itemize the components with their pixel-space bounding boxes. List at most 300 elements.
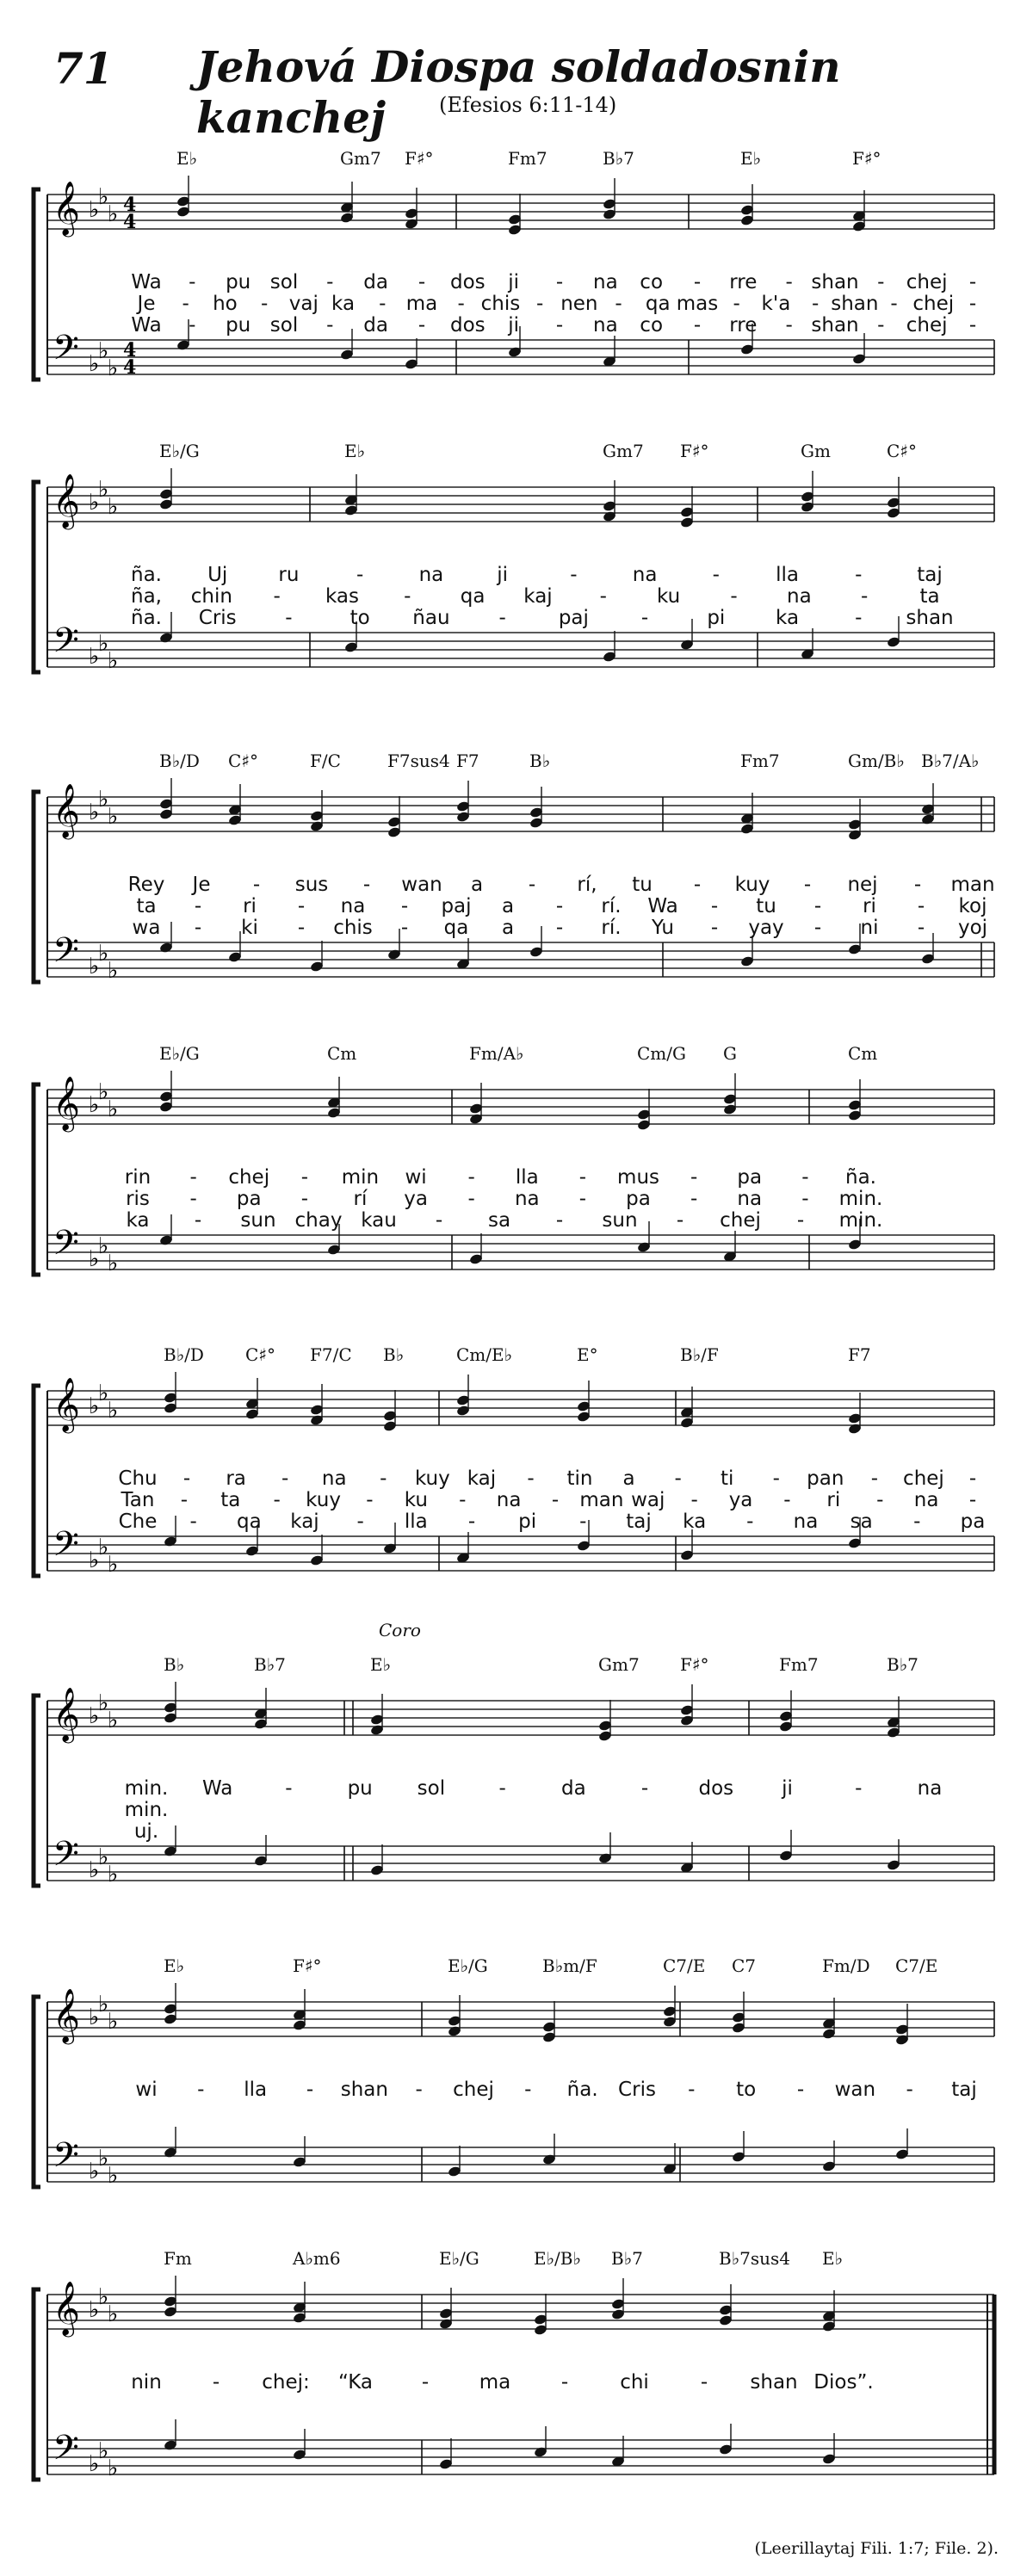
hyphen: - xyxy=(356,1510,364,1533)
lyric-syllable: nen xyxy=(560,293,598,315)
treble-clef: 𝄞 xyxy=(53,473,80,528)
lyric-syllable: ñau xyxy=(412,607,450,629)
chord-symbol: Gm7 xyxy=(603,441,644,461)
key-flat: ♭ xyxy=(108,355,119,381)
lyric-syllable: dos xyxy=(450,314,486,337)
lyric-syllable: wan xyxy=(401,874,442,896)
hyphen: - xyxy=(189,314,196,337)
key-flat: ♭ xyxy=(89,197,100,223)
hyphen: - xyxy=(326,314,334,337)
key-flat: ♭ xyxy=(89,644,100,670)
chord-symbol: Cm/E♭ xyxy=(456,1344,513,1365)
hyphen: - xyxy=(418,314,426,337)
treble-clef: 𝄞 xyxy=(53,783,80,837)
chord-symbol: Cm xyxy=(327,1043,357,1064)
lyric-syllable: rí xyxy=(353,1188,368,1210)
hyphen: - xyxy=(555,271,564,293)
system-7 xyxy=(0,1928,1033,2246)
hyphen: - xyxy=(551,1489,560,1511)
lyric-syllable: Je xyxy=(137,293,156,315)
hyphen: - xyxy=(640,1777,649,1800)
lyric-syllable: ji xyxy=(782,1777,793,1800)
lyric-syllable: rre xyxy=(729,271,758,293)
lyric-syllable: na xyxy=(737,1188,763,1210)
hyphen: - xyxy=(693,874,702,896)
hyphen: - xyxy=(182,293,189,315)
key-flat: ♭ xyxy=(89,2297,100,2323)
lyric-syllable: ma xyxy=(405,293,438,315)
hyphen: - xyxy=(435,1209,443,1232)
lyric-syllable: sus xyxy=(294,874,329,896)
lyric-syllable: shan xyxy=(906,607,954,629)
key-flat: ♭ xyxy=(98,2146,109,2171)
chord-symbol: E♭ xyxy=(176,148,198,169)
chord-symbol: E♭/G xyxy=(159,441,200,461)
chord-symbol: F♯° xyxy=(852,148,881,169)
lyric-syllable: Dios”. xyxy=(813,2371,874,2394)
chord-symbol: E♭/G xyxy=(448,1955,488,1976)
lyric-syllable: paj xyxy=(558,607,589,629)
system-8 xyxy=(0,2221,1033,2539)
lyric-syllable: chin xyxy=(190,585,232,608)
lyric-syllable: yoj xyxy=(957,917,988,939)
lyric-syllable: kaj xyxy=(290,1510,319,1533)
hyphen: - xyxy=(690,1188,698,1210)
bass-clef: 𝄢 xyxy=(53,1524,79,1572)
bracket xyxy=(34,792,40,982)
chord-symbol: Gm7 xyxy=(598,1654,640,1675)
lyric-syllable: wa xyxy=(132,917,161,939)
hyphen: - xyxy=(813,917,822,939)
lyric-syllable: na xyxy=(913,1489,939,1511)
hyphen: - xyxy=(772,1467,780,1490)
lyric-syllable: Wa xyxy=(131,314,162,337)
lyric-syllable: ti xyxy=(720,1467,734,1490)
chord-symbol: Fm/A♭ xyxy=(469,1043,524,1064)
hyphen: - xyxy=(194,1209,202,1232)
lyric-syllable: uj. xyxy=(133,1820,159,1843)
hyphen: - xyxy=(796,2079,805,2101)
hyphen: - xyxy=(379,293,387,315)
chord-symbol: B♭7sus4 xyxy=(719,2248,790,2269)
hyphen: - xyxy=(801,1188,809,1210)
lyric-syllable: man xyxy=(579,1489,624,1511)
hyphen: - xyxy=(876,1489,884,1511)
system-3 xyxy=(0,723,1033,1041)
staff-system xyxy=(0,1928,1033,2212)
chord-symbol: C♯° xyxy=(245,1344,275,1365)
hyphen: - xyxy=(578,1188,587,1210)
hyphen: - xyxy=(693,271,702,293)
time-sig: 4 xyxy=(123,211,137,233)
lyric-syllable: pa xyxy=(236,1188,262,1210)
lyric-syllable: chej xyxy=(906,314,948,337)
staff-system xyxy=(0,1627,1033,1911)
chord-symbol: B♭7 xyxy=(603,148,634,169)
hyphen: - xyxy=(404,585,411,608)
hyphen: - xyxy=(297,917,306,939)
lyric-syllable: rí. xyxy=(601,917,622,939)
hyphen: - xyxy=(733,293,740,315)
chord-symbol: F/C xyxy=(310,751,341,771)
chord-symbol: B♭7 xyxy=(254,1654,286,1675)
hyphen: - xyxy=(968,314,977,337)
hyphen: - xyxy=(674,1467,682,1490)
hyphen: - xyxy=(917,917,925,939)
chord-symbol: C7/E xyxy=(895,1955,938,1976)
hyphen: - xyxy=(212,2371,220,2394)
time-sig: 4 xyxy=(123,356,137,379)
hyphen: - xyxy=(555,1209,564,1232)
hyphen: - xyxy=(690,1489,698,1511)
lyric-syllable: kau xyxy=(361,1209,397,1232)
lyric-syllable: qa xyxy=(460,585,486,608)
lyric-syllable: shan xyxy=(340,2079,388,2101)
hyphen: - xyxy=(555,314,564,337)
lyric-syllable: vaj xyxy=(288,293,319,315)
key-flat: ♭ xyxy=(108,1862,119,1887)
lyric-syllable: ru xyxy=(278,564,300,586)
staff-system xyxy=(0,2221,1033,2505)
system-2 xyxy=(0,413,1033,732)
lyric-syllable: Je xyxy=(192,874,211,896)
chord-symbol: E♭ xyxy=(740,148,762,169)
chord-symbol: F7/C xyxy=(310,1344,352,1365)
hyphen: - xyxy=(356,564,364,586)
hyphen: - xyxy=(906,2079,913,2101)
hyphen: - xyxy=(968,271,977,293)
bass-clef: 𝄢 xyxy=(53,930,79,979)
hyphen: - xyxy=(527,1467,535,1490)
hyphen: - xyxy=(560,2371,569,2394)
chord-symbol: Fm7 xyxy=(779,1654,819,1675)
coro-label: Coro xyxy=(379,1620,421,1640)
lyric-syllable: lla xyxy=(515,1166,539,1189)
lyric-syllable: sol xyxy=(269,271,299,293)
chord-symbol: F7sus4 xyxy=(387,751,450,771)
chord-symbol: Fm7 xyxy=(508,148,547,169)
hyphen: - xyxy=(861,585,869,608)
hyphen: - xyxy=(968,1467,977,1490)
hyphen: - xyxy=(189,271,196,293)
lyric-syllable: sun xyxy=(602,1209,638,1232)
hyphen: - xyxy=(913,874,922,896)
hyphen: - xyxy=(870,1467,879,1490)
treble-clef: 𝄞 xyxy=(53,1377,80,1431)
lyric-syllable: Che xyxy=(118,1510,158,1533)
chord-symbol: C7/E xyxy=(663,1955,706,1976)
lyric-syllable: pa xyxy=(737,1166,763,1189)
hymn-header xyxy=(0,0,1033,143)
key-flat: ♭ xyxy=(108,1552,119,1578)
hyphen: - xyxy=(300,1166,308,1189)
chord-symbol: E♭/G xyxy=(159,1043,200,1064)
hyphen: - xyxy=(467,1510,476,1533)
chord-symbol: E♭/G xyxy=(439,2248,479,2269)
lyric-syllable: chej xyxy=(228,1166,270,1189)
lyric-syllable: co xyxy=(640,271,664,293)
staff-system xyxy=(0,1317,1033,1601)
hyphen: - xyxy=(273,585,281,608)
lyric-syllable: sol xyxy=(417,1777,446,1800)
staff-system xyxy=(0,413,1033,697)
key-flat: ♭ xyxy=(98,787,109,812)
hyphen: - xyxy=(189,1510,197,1533)
lyric-syllable: lla xyxy=(244,2079,268,2101)
lyric-syllable: chi xyxy=(620,2371,649,2394)
lyric-syllable: to xyxy=(349,607,370,629)
lyric-syllable: kuy xyxy=(734,874,770,896)
key-flat: ♭ xyxy=(89,2451,100,2477)
chord-symbol: F♯° xyxy=(680,441,709,461)
hyphen: - xyxy=(968,1489,977,1511)
chord-symbol: B♭7 xyxy=(887,1654,919,1675)
lyric-syllable: rre xyxy=(729,314,758,337)
key-flat: ♭ xyxy=(108,2456,119,2481)
hyphen: - xyxy=(498,1777,506,1800)
hyphen: - xyxy=(421,2371,430,2394)
bass-clef: 𝄢 xyxy=(53,1223,79,1271)
lyric-syllable: ni xyxy=(860,917,879,939)
key-flat: ♭ xyxy=(89,351,100,377)
hyphen: - xyxy=(712,564,720,586)
chord-symbol: B♭7/A♭ xyxy=(921,751,980,771)
chord-symbol: B♭7 xyxy=(611,2248,643,2269)
lyric-syllable: rí, xyxy=(577,874,597,896)
bass-clef: 𝄢 xyxy=(53,328,79,376)
key-flat: ♭ xyxy=(98,1079,109,1105)
lyric-syllable: na xyxy=(592,271,618,293)
lyric-syllable: ku xyxy=(657,585,681,608)
lyric-syllable: na xyxy=(496,1489,522,1511)
lyric-syllable: waj xyxy=(631,1489,665,1511)
lyric-syllable: kaj xyxy=(523,585,553,608)
hyphen: - xyxy=(855,564,863,586)
hyphen: - xyxy=(415,2079,423,2101)
key-flat: ♭ xyxy=(98,477,109,503)
scripture-reference: (Efesios 6:11-14) xyxy=(439,93,617,117)
system-6 xyxy=(0,1620,1033,1945)
hyphen: - xyxy=(877,271,885,293)
lyric-syllable: chej xyxy=(903,1467,944,1490)
lyric-syllable: taj xyxy=(951,2079,977,2101)
system-1 xyxy=(0,120,1033,439)
hyphen: - xyxy=(252,874,261,896)
bracket xyxy=(34,189,40,380)
key-flat: ♭ xyxy=(98,2438,109,2464)
lyric-syllable: ka xyxy=(776,607,800,629)
chord-symbol: B♭/D xyxy=(164,1344,204,1365)
lyric-syllable: wan xyxy=(834,2079,876,2101)
chord-symbol: Gm/B♭ xyxy=(848,751,905,771)
lyric-syllable: nej xyxy=(847,874,878,896)
bracket xyxy=(34,2289,40,2480)
chord-symbol: F♯° xyxy=(405,148,434,169)
hyphen: - xyxy=(197,2079,205,2101)
lyric-syllable: min. xyxy=(124,1799,169,1821)
key-flat: ♭ xyxy=(108,201,119,227)
chord-symbol: E♭ xyxy=(370,1654,392,1675)
hyphen: - xyxy=(579,1510,587,1533)
lyric-syllable: pi xyxy=(518,1510,537,1533)
lyric-syllable: ku xyxy=(404,1489,428,1511)
lyric-syllable: shan xyxy=(831,293,879,315)
key-flat: ♭ xyxy=(108,2301,119,2327)
lyric-syllable: qa xyxy=(236,1510,262,1533)
hyphen: - xyxy=(297,895,306,917)
chord-symbol: F♯° xyxy=(680,1654,709,1675)
lyric-syllable: na xyxy=(917,1777,943,1800)
key-flat: ♭ xyxy=(98,1535,109,1560)
key-flat: ♭ xyxy=(108,648,119,674)
lyric-syllable: shan xyxy=(811,271,859,293)
hyphen: - xyxy=(273,1489,281,1511)
lyric-syllable: “Ka xyxy=(338,2371,373,2394)
hyphen: - xyxy=(189,1188,197,1210)
lyric-syllable: to xyxy=(736,2079,757,2101)
lyric-syllable: da xyxy=(561,1777,586,1800)
key-flat: ♭ xyxy=(98,1381,109,1406)
hyphen: - xyxy=(615,293,622,315)
key-flat: ♭ xyxy=(89,1092,100,1118)
lyric-syllable: ji xyxy=(497,564,509,586)
lyric-syllable: na xyxy=(786,585,812,608)
bass-clef: 𝄢 xyxy=(53,621,79,669)
lyric-syllable: Wa xyxy=(202,1777,233,1800)
key-flat: ♭ xyxy=(108,1398,119,1424)
chord-symbol: B♭ xyxy=(383,1344,405,1365)
lyric-syllable: chej: xyxy=(262,2371,310,2394)
key-flat: ♭ xyxy=(98,631,109,657)
lyric-syllable: a xyxy=(501,895,515,917)
lyric-syllable: chay xyxy=(294,1209,343,1232)
lyric-syllable: dos xyxy=(698,1777,734,1800)
lyric-syllable: chej xyxy=(912,293,955,315)
chord-symbol: C♯° xyxy=(228,751,258,771)
lyric-syllable: ka xyxy=(126,1209,150,1232)
lyric-syllable: lla xyxy=(776,564,799,586)
chord-symbol: F7 xyxy=(848,1344,871,1365)
lyric-syllable: pu xyxy=(226,271,251,293)
hyphen: - xyxy=(285,607,293,629)
lyric-syllable: ta xyxy=(136,895,157,917)
hyphen: - xyxy=(803,874,812,896)
hyphen: - xyxy=(813,895,822,917)
lyric-syllable: wi xyxy=(135,2079,158,2101)
chord-symbol: B♭/D xyxy=(159,751,200,771)
lyric-syllable: ya xyxy=(404,1188,428,1210)
key-flat: ♭ xyxy=(98,1992,109,2017)
lyric-syllable: Wa xyxy=(131,271,162,293)
chord-symbol: B♭/F xyxy=(680,1344,719,1365)
key-flat: ♭ xyxy=(98,1690,109,1716)
lyric-syllable: shan xyxy=(811,314,859,337)
hyphen: - xyxy=(913,1510,921,1533)
lyric-syllable: ho xyxy=(213,293,238,315)
hyphen: - xyxy=(700,2371,708,2394)
lyric-syllable: min. xyxy=(838,1209,883,1232)
bracket xyxy=(34,1696,40,1886)
hyphen: - xyxy=(400,895,409,917)
hyphen: - xyxy=(300,1188,308,1210)
bass-clef: 𝄢 xyxy=(53,2135,79,2184)
lyric-syllable: Wa xyxy=(647,895,678,917)
hyphen: - xyxy=(400,917,409,939)
hyphen: - xyxy=(418,271,426,293)
chord-symbol: F♯° xyxy=(293,1955,322,1976)
lyric-syllable: chis xyxy=(333,917,373,939)
chord-symbol: Fm/D xyxy=(822,1955,870,1976)
lyric-syllable: na xyxy=(340,895,366,917)
hyphen: - xyxy=(811,293,820,315)
hyphen: - xyxy=(498,607,506,629)
lyric-syllable: chej xyxy=(720,1209,761,1232)
chord-symbol: B♭ xyxy=(164,1654,185,1675)
lyric-syllable: ka xyxy=(331,293,356,315)
lyric-syllable: paj xyxy=(441,895,472,917)
hyphen: - xyxy=(796,1209,805,1232)
lyric-syllable: pi xyxy=(707,607,726,629)
hyphen: - xyxy=(783,1489,791,1511)
key-flat: ♭ xyxy=(108,2009,119,2035)
hyphen: - xyxy=(801,1166,809,1189)
hyphen: - xyxy=(459,1489,467,1511)
hyphen: - xyxy=(968,293,977,315)
treble-clef: 𝄞 xyxy=(53,1988,80,2042)
chord-symbol: C♯° xyxy=(887,441,917,461)
chord-symbol: Fm xyxy=(164,2248,192,2269)
lyric-syllable: ña. xyxy=(845,1166,876,1189)
lyric-syllable: ji xyxy=(508,314,520,337)
hyphen: - xyxy=(855,607,863,629)
chord-symbol: Gm xyxy=(801,441,831,461)
hyphen: - xyxy=(578,1166,587,1189)
lyric-syllable: qa xyxy=(443,917,469,939)
lyric-syllable: mas xyxy=(676,293,719,315)
hyphen: - xyxy=(326,271,334,293)
key-flat: ♭ xyxy=(108,1096,119,1122)
key-flat: ♭ xyxy=(89,490,100,516)
lyric-syllable: da xyxy=(363,314,389,337)
hyphen: - xyxy=(710,917,719,939)
lyric-syllable: na xyxy=(592,314,618,337)
chord-symbol: C7 xyxy=(732,1955,757,1976)
lyric-syllable: co xyxy=(640,314,664,337)
hyphen: - xyxy=(917,895,925,917)
system-4 xyxy=(0,1016,1033,1334)
hyphen: - xyxy=(524,2079,532,2101)
bracket xyxy=(34,1997,40,2187)
lyric-syllable: ña, xyxy=(131,585,162,608)
lyric-syllable: na xyxy=(321,1467,347,1490)
lyric-syllable: a xyxy=(501,917,515,939)
lyric-syllable: wi xyxy=(405,1166,427,1189)
hyphen: - xyxy=(688,2079,696,2101)
hyphen: - xyxy=(362,874,371,896)
lyric-syllable: tin xyxy=(566,1467,593,1490)
lyric-syllable: pan xyxy=(807,1467,844,1490)
key-flat: ♭ xyxy=(89,2159,100,2184)
key-flat: ♭ xyxy=(98,1233,109,1259)
hyphen: - xyxy=(535,293,544,315)
lyric-syllable: Chu xyxy=(118,1467,158,1490)
lyric-syllable: kas xyxy=(325,585,359,608)
lyric-syllable: min xyxy=(341,1166,380,1189)
hymn-title: Jehová Diospa soldadosnin kanchej xyxy=(196,41,841,143)
lyric-syllable: ka xyxy=(683,1510,707,1533)
lyric-syllable: ra xyxy=(226,1467,246,1490)
chord-symbol: Cm/G xyxy=(637,1043,686,1064)
